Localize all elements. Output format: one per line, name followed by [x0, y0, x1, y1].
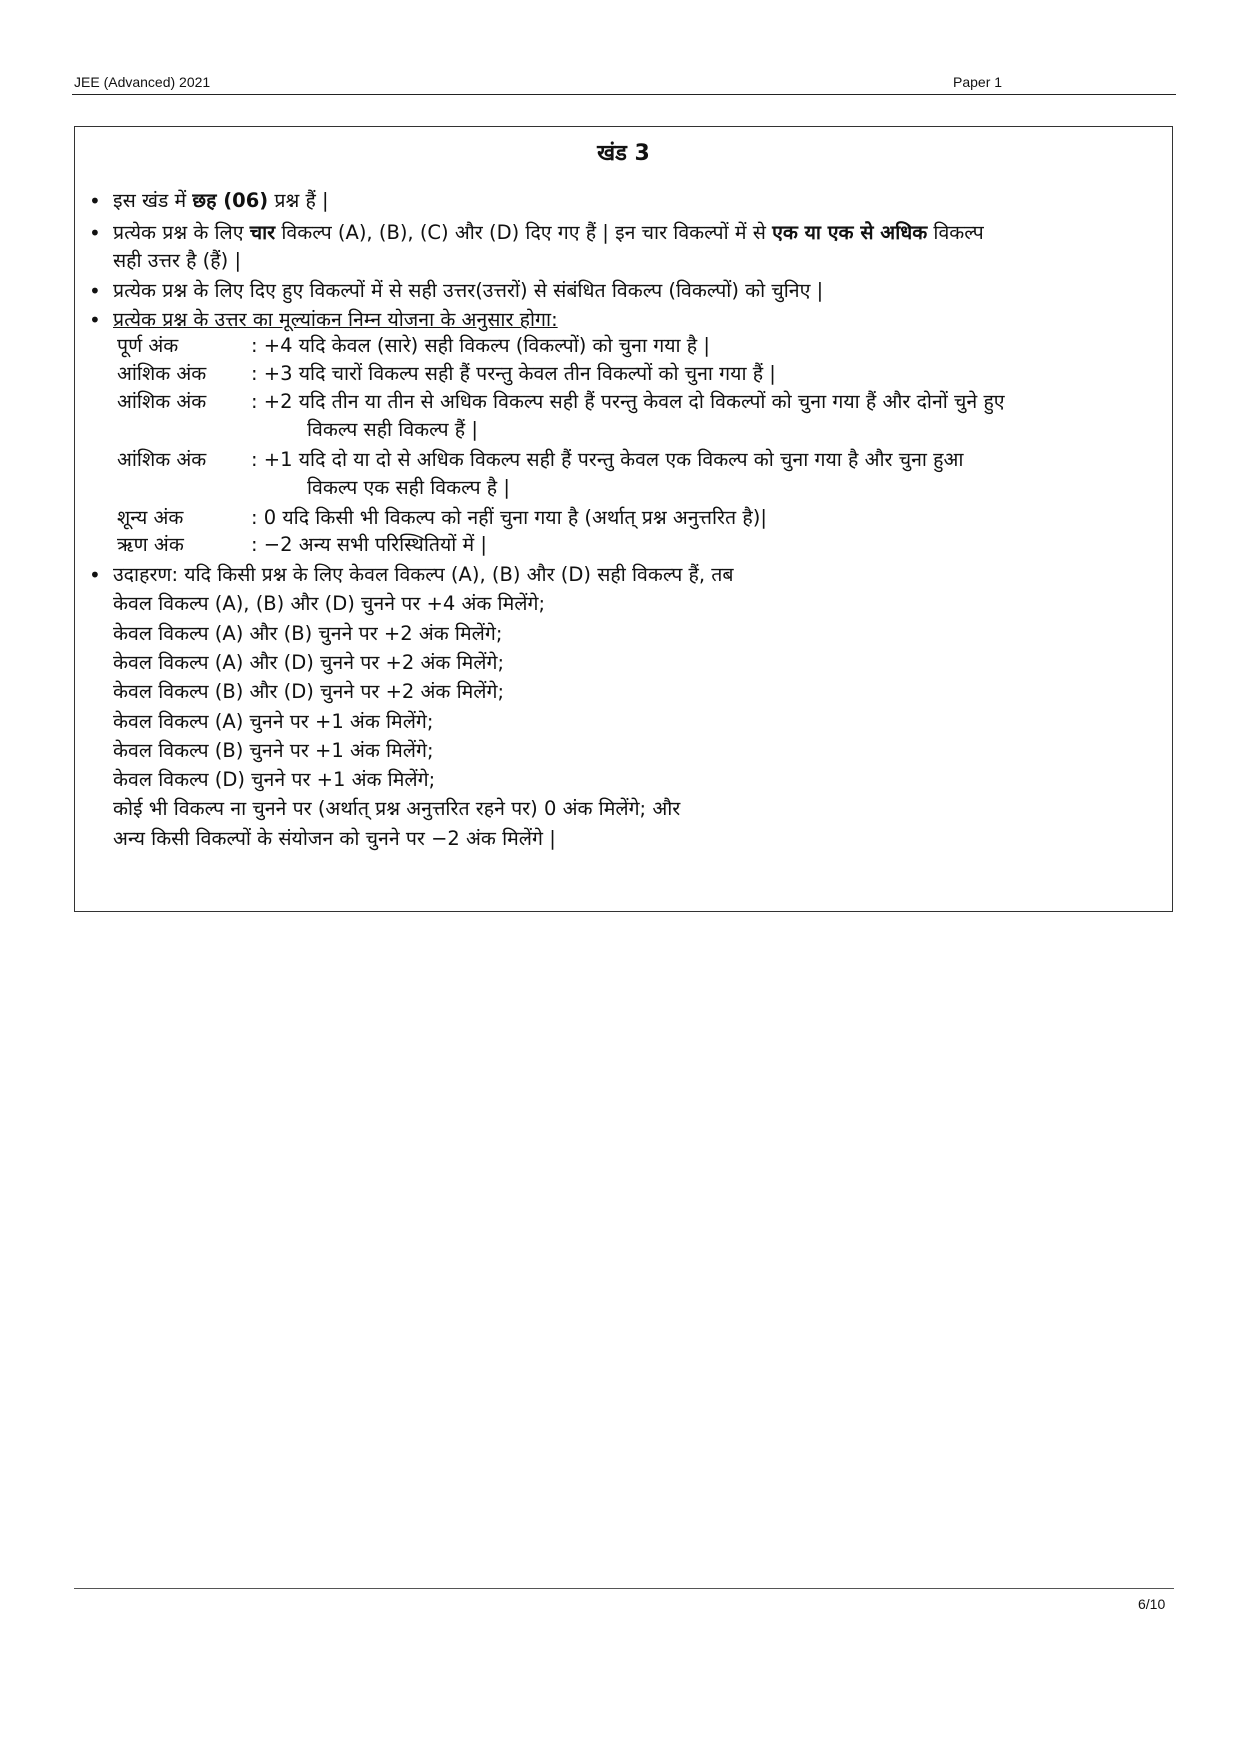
scheme-label: आंशिक अंक: [117, 362, 207, 385]
example-line: केवल विकल्प (D) चुनने पर +1 अंक मिलेंगे;: [113, 768, 436, 791]
scheme-label: आंशिक अंक: [117, 390, 207, 413]
header-exam-title: JEE (Advanced) 2021: [74, 74, 211, 90]
example-line: केवल विकल्प (A) और (D) चुनने पर +2 अंक मिलेंगे;: [113, 651, 505, 674]
section-title: खंड 3: [597, 141, 650, 166]
example-line: केवल विकल्प (A) चुनने पर +1 अंक मिलेंगे;: [113, 710, 434, 733]
bullet-icon: •: [89, 221, 101, 245]
bullet-options-line1: [113, 219, 984, 247]
bullet-icon: •: [89, 189, 101, 213]
header-paper-label: Paper 1: [953, 74, 1003, 90]
text-part: प्रत्येक प्रश्न के लिए: [113, 221, 250, 244]
marking-scheme-heading: प्रत्येक प्रश्न के उत्तर का मूल्यांकन निम्न योजना के अनुसार होगा:: [113, 308, 558, 331]
bullet-icon: •: [89, 563, 101, 587]
bold-count: छह (06): [192, 189, 269, 212]
footer-divider: [74, 1588, 1174, 1589]
bold-four: चार: [249, 221, 276, 244]
example-line: केवल विकल्प (B) और (D) चुनने पर +2 अंक मिलेंगे;: [113, 680, 505, 703]
text-part: प्रश्न हैं |: [268, 189, 329, 212]
scheme-value: : 0 यदि किसी भी विकल्प को नहीं चुना गया है (अर्थात् प्रश्न अनुत्तरित है)|: [251, 506, 767, 529]
text-part: विकल्प (A), (B), (C) और (D) दिए गए हैं | इन चार विकल्पों में से: [275, 221, 773, 244]
example-line: केवल विकल्प (A), (B) और (D) चुनने पर +4 अंक मिलेंगे;: [113, 592, 546, 615]
example-line: केवल विकल्प (A) और (B) चुनने पर +2 अंक मिलेंगे;: [113, 622, 503, 645]
scheme-continuation: विकल्प एक सही विकल्प है |: [307, 476, 510, 499]
example-line: अन्य किसी विकल्पों के संयोजन को चुनने पर −2 अंक मिलेंगे |: [113, 827, 556, 850]
bullet-icon: •: [89, 279, 101, 303]
text-part: इस खंड में: [113, 189, 193, 212]
scheme-value: : +2 यदि तीन या तीन से अधिक विकल्प सही हैं परन्तु केवल दो विकल्पों को चुना गया हैं और दोनों चुने हुए: [251, 390, 1005, 413]
scheme-continuation: विकल्प सही विकल्प हैं |: [307, 418, 478, 441]
scheme-value: : −2 अन्य सभी परिस्थितियों में |: [251, 533, 487, 556]
scheme-label: ऋण अंक: [117, 533, 184, 556]
bullet-choose-instruction: प्रत्येक प्रश्न के लिए दिए हुए विकल्पों में से सही उत्तर(उत्तरों) से संबंधित विकल्प (विकल्पों) को चुनिए |: [113, 279, 824, 302]
scheme-value: : +1 यदि दो या दो से अधिक विकल्प सही हैं परन्तु केवल एक विकल्प को चुना गया है और चुना हुआ: [251, 448, 964, 471]
bullet-icon: •: [89, 308, 101, 332]
bullet-options-line2: सही उत्तर है (हैं) |: [113, 249, 242, 272]
scheme-label: आंशिक अंक: [117, 448, 207, 471]
example-line: केवल विकल्प (B) चुनने पर +1 अंक मिलेंगे;: [113, 739, 434, 762]
header-divider: [72, 94, 1176, 95]
bullet-question-count: [113, 187, 329, 215]
bold-one-or-more: एक या एक से अधिक: [772, 221, 928, 244]
scheme-value: : +3 यदि चारों विकल्प सही हैं परन्तु केवल तीन विकल्पों को चुना गया हैं |: [251, 362, 776, 385]
example-intro: उदाहरण: यदि किसी प्रश्न के लिए केवल विकल्प (A), (B) और (D) सही विकल्प हैं, तब: [113, 563, 734, 586]
example-line: कोई भी विकल्प ना चुनने पर (अर्थात् प्रश्न अनुत्तरित रहने पर) 0 अंक मिलेंगे; और: [113, 797, 681, 820]
scheme-label: पूर्ण अंक: [117, 334, 179, 357]
scheme-value: : +4 यदि केवल (सारे) सही विकल्प (विकल्पों) को चुना गया है |: [251, 334, 710, 357]
page-number: 6/10: [1138, 1596, 1166, 1612]
text-part: विकल्प: [927, 221, 984, 244]
scheme-label: शून्य अंक: [117, 506, 184, 529]
instructions-box: [74, 126, 1173, 912]
